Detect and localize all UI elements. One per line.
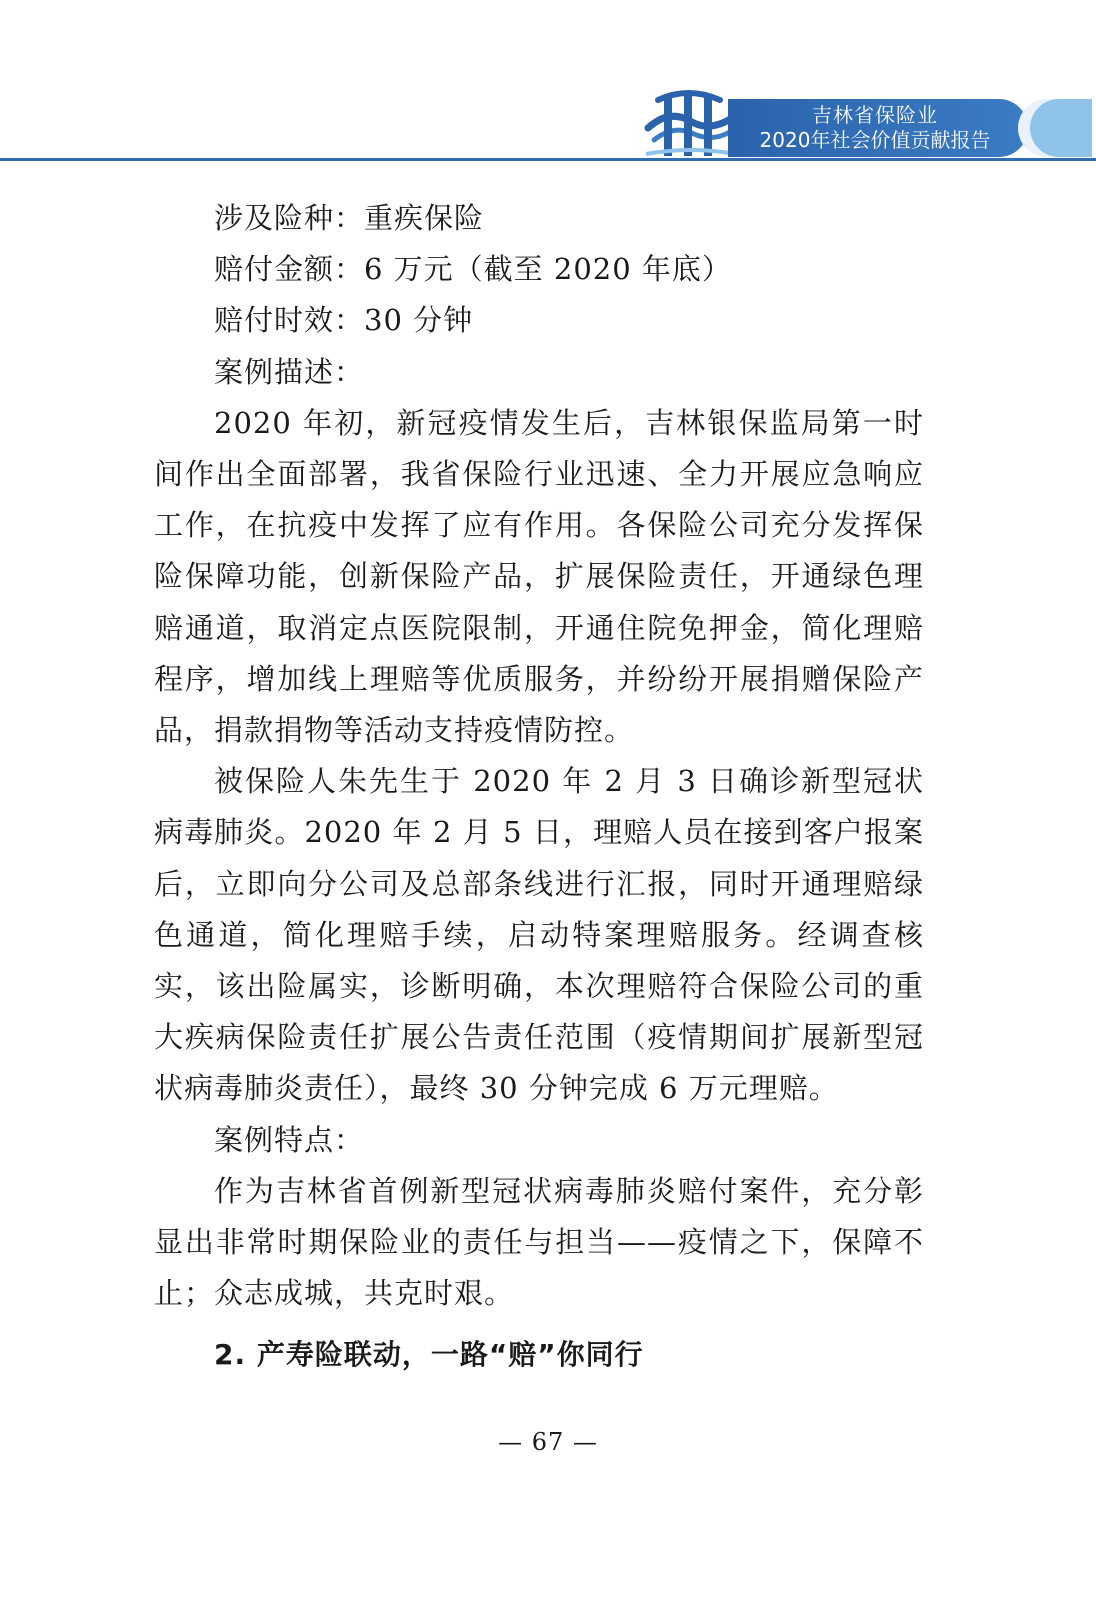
page-content bbox=[154, 193, 924, 1381]
features-paragraph: 作为吉林省首例新型冠状病毒肺炎赔付案件，充分彰显出非常时期保险业的责任与担当——疫情之下，保障不止；众志成城，共克时艰。 bbox=[154, 1173, 924, 1311]
page-number: — 67 — bbox=[498, 1428, 598, 1456]
description-paragraph-2: 被保险人朱先生于 2020 年 2 月 3 日确诊新型冠状病毒肺炎。2020 年 2 月 5 日，理赔人员在接到客户报案后，立即向分公司及总部条线进行汇报，同时开通理赔绿色通道，简化理赔手续，启动特案理赔服务。经调查核实，该出险属实，诊断明确，本次理赔符合保险公司的重大疾病保险责任扩展公告责任范围（疫情期间扩展新型冠状病毒肺炎责任），最终 30 分钟完成 6 万元理赔。 bbox=[154, 764, 924, 1106]
description-paragraph-1: 2020 年初，新冠疫情发生后，吉林银保监局第一时间作出全面部署，我省保险行业迅速、全力开展应急响应工作，在抗疫中发挥了应有作用。各保险公司充分发挥保险保障功能，创新保险产品，扩展保险责任，开通绿色理赔通道，取消定点医院限制，开通住院免押金，简化理赔程序，增加线上理赔等优质服务，并纷纷开展捐赠保险产品，捐款捐物等活动支持疫情防控。 bbox=[154, 405, 924, 748]
header-title bbox=[740, 103, 1010, 153]
payout-time: 赔付时效：30 分钟 bbox=[214, 303, 474, 338]
features-label: 案例特点： bbox=[214, 1122, 365, 1157]
jilin-insurance-logo-icon bbox=[640, 88, 740, 160]
description-label: 案例描述： bbox=[214, 354, 365, 389]
section-heading: 2. 产寿险联动，一路“赔”你同行 bbox=[214, 1338, 644, 1372]
header-title-line2: 2020年社会价值贡献报告 bbox=[759, 128, 991, 152]
header-title-line1: 吉林省保险业 bbox=[812, 103, 938, 127]
payout-amount: 赔付金额：6 万元（截至 2020 年底） bbox=[214, 252, 732, 287]
page-header bbox=[0, 0, 1096, 170]
header-divider bbox=[0, 158, 1096, 161]
header-banner-cap-inner bbox=[1030, 99, 1092, 157]
insurance-type: 涉及险种：重疾保险 bbox=[214, 201, 485, 235]
